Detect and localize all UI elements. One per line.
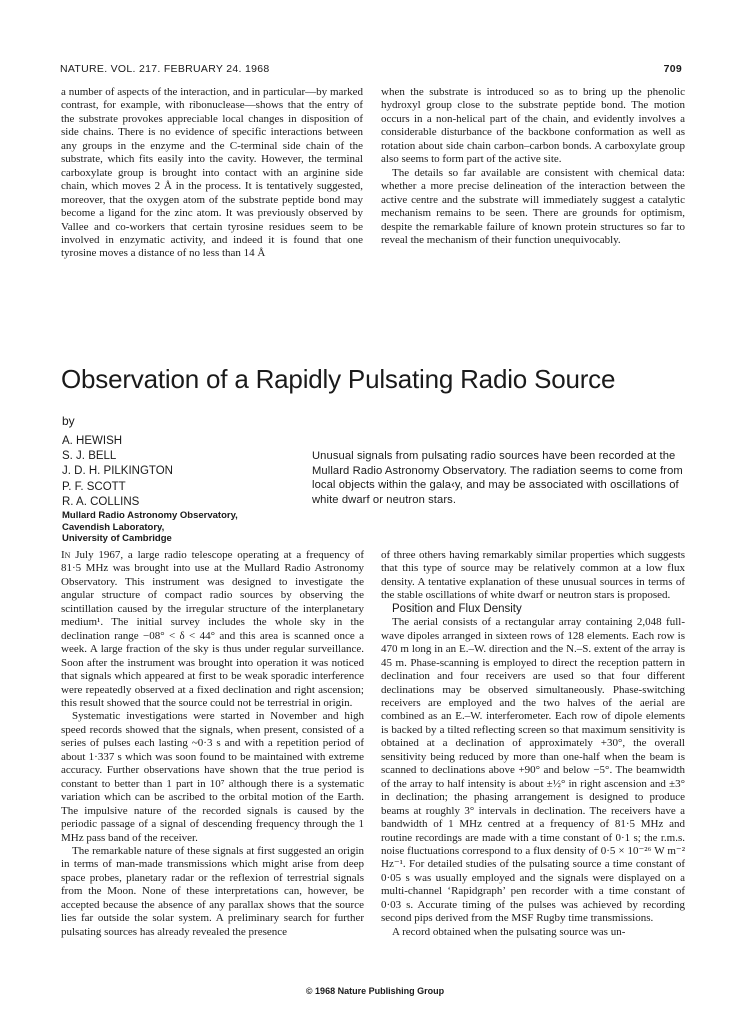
previous-article-left-column <box>61 86 363 261</box>
article-body-left-column <box>61 549 364 939</box>
author-name: S. J. BELL <box>62 450 117 463</box>
body-paragraph: In July 1967, a large radio telescope operating at a frequency of 81·5 MHz was brought into use at the Mullard Radio Astronomy Observatory. This instrument was designed to investigate the angular structure of compact radio sources by observing the scintillation caused by the irregular structure of the interplanetary medium¹. The initial survey includes the whole sky in the declination range −08° < δ < 44° and this area is scanned once a week. A large fraction of the sky is thus under regular surveillance. Soon after the instrument was brought into operation it was noticed that signals which appeared at first to be weak sporadic interference were repeatedly observed at a fixed declination and right ascension; this result showed that the source could not be terrestrial in origin. <box>61 549 364 709</box>
body-paragraph: of three others having remarkably similar properties which suggests that this type of source may be relatively common at a low flux density. A tentative explanation of these unusual sources in terms of the stable oscillations of white dwarf or neutron stars is proposed. <box>381 549 685 602</box>
journal-citation: NATURE. VOL. 217. FEBRUARY 24. 1968 <box>60 63 270 75</box>
author-name: R. A. COLLINS <box>62 495 140 508</box>
opening-word: In <box>61 549 71 561</box>
author-name: A. HEWISH <box>62 435 123 447</box>
running-header <box>60 63 682 79</box>
previous-article-paragraph: when the substrate is introduced so as to bring up the phenolic hydroxyl group close to the substrate peptide bond. The motion occurs in a non-helical part of the chain, and evidently involves a considerable disturbance of the backbone conformation as well as rotation about side chain carbon–carbon bonds. A carboxylate group also seems to form part of the active site. <box>381 86 685 166</box>
page-number: 709 <box>663 63 682 75</box>
body-paragraph: The aerial consists of a rectangular array containing 2,048 full-wave dipoles arranged in sixteen rows of 128 elements. Each row is 470 m long in an E.–W. direction and the N.–S. extent of the array is 45 m. Phase-scanning is employed to direct the reception pattern in declination and four receivers are used so that four different declinations may be observed simultaneously. Phase-switching receivers are employed and the two halves of the aerial are combined as an E.–W. interferometer. Each row of dipole elements is backed by a tilted reflecting screen so that maximum sensitivity is obtained at a declination of approximately +30°, the overall sensitivity being reduced by more than one-half when the beam is scanned to declinations above +90° and below −5°. The beamwidth of the array to half intensity is about ±½° in right ascension and ±3° in declination; the phasing arrangement is designed to produce beams at roughly 3° intervals in declination. The receivers have a bandwidth of 1 MHz centred at a frequency of 81·5 MHz and routine recordings are made with a time constant of 0·1 s; the r.m.s. noise fluctuations correspond to a flux density of 0·5 × 10⁻²⁶ W m⁻² Hz⁻¹. For detailed studies of the pulsating source a time constant of 0·05 s was usually employed and the signals were displayed on a multi-channel ‘Rapidgraph’ pen recorder with a time constant of 0·03 s. Accurate timing of the pulses was achieved by recording second pips derived from the MSF Rugby time transmissions. <box>381 616 685 925</box>
byline-label: by <box>62 414 75 428</box>
previous-article-paragraph: a number of aspects of the interaction, and in particular—by marked contrast, for example, with ribonuclease—shows that the entry of the substrate provokes appreciable local changes in disposition of side chains. There is no evidence of specific interactions between any groups in the enzyme and the C-terminal side chain of the substrate, which fits easily into the cavity. However, the terminal carboxylate group is brought into contact with an arginine side chain, which moves 2 Å in the process. It is tentatively suggested, moreover, that the oxygen atom of the substrate peptide bond may become a ligand for the zinc atom. It was previously observed by Vallee and co-workers that certain tyrosine residues seem to be involved in enzymatic activity, and indeed it is found that one tyrosine moves a distance of no less than 14 Å <box>61 86 363 260</box>
author-name: J. D. H. PILKINGTON <box>62 465 173 478</box>
author-affiliation <box>62 510 238 545</box>
article-title: Observation of a Rapidly Pulsating Radio Source <box>61 364 616 394</box>
author-list <box>62 434 173 510</box>
section-heading: Position and Flux Density <box>392 602 522 615</box>
body-paragraph: The remarkable nature of these signals at first suggested an origin in terms of man-made transmissions which might arise from deep space probes, planetary radar or the reflexion of terrestrial signals from the Moon. None of these interpretations can, however, be accepted because the absence of any parallax shows that the source lies far outside the solar system. A preliminary search for further pulsating sources has already revealed the presence <box>61 844 364 938</box>
affiliation-line: Mullard Radio Astronomy Observatory, <box>62 510 238 521</box>
body-paragraph: Systematic investigations were started in November and high speed records showed that the signals, when present, consisted of a series of pulses each lasting ~0·3 s and with a repetition period of about 1·337 s which was soon found to be maintained with extreme accuracy. Further observations have shown that the true period is constant to better than 1 part in 10⁷ although there is a systematic variation which can be ascribed to the orbital motion of the Earth. The impulsive nature of the recorded signals is caused by the periodic passage of a signal of descending frequency through the 1 MHz pass band of the receiver. <box>61 710 364 844</box>
author-name: P. F. SCOTT <box>62 480 126 493</box>
body-paragraph: A record obtained when the pulsating source was un- <box>392 925 626 938</box>
affiliation-line: Cavendish Laboratory, <box>62 521 165 533</box>
article-body-right-column <box>381 549 685 939</box>
previous-article-paragraph: The details so far available are consistent with chemical data: whether a more precise delineation of the interaction between the active centre and the substrate will immediately suggest a catalytic mechanism remains to be seen. There are grounds for optimism, despite the remarkable failure of known protein structures so far to reveal the mechanism of their function unequivocably. <box>381 166 685 246</box>
previous-article-right-column <box>381 86 685 247</box>
article-abstract: Unusual signals from pulsating radio sources have been recorded at the Mullard Radio Astronomy Observatory. The radiation seems to come from local objects within the gala‹y, and may be associated with oscillations of white dwarf or neutron stars. <box>312 450 683 506</box>
affiliation-line: University of Cambridge <box>62 533 172 544</box>
copyright-footer: © 1968 Nature Publishing Group <box>305 986 445 996</box>
